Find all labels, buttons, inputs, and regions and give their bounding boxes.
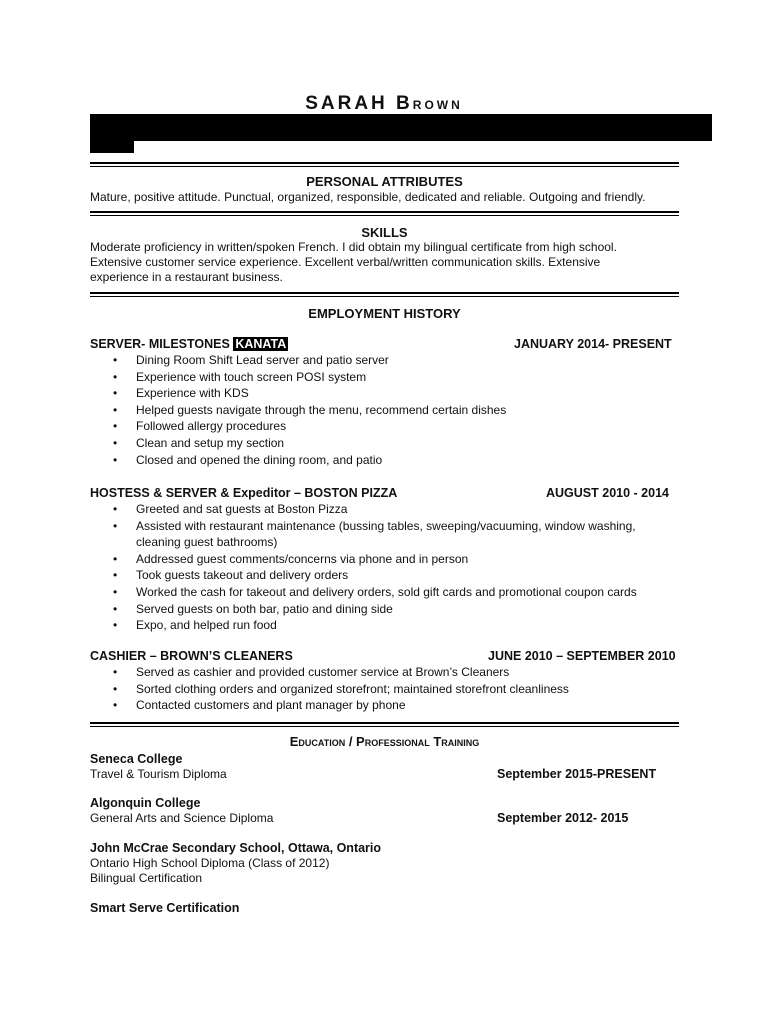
skills-text: [90, 240, 690, 285]
job-title-boston-pizza: HOSTESS & SERVER & Expeditor – BOSTON PIZZA: [90, 486, 398, 500]
list-item: • Assisted with restaurant maintenance (bussing tables, sweeping/vacuuming, window washing, cleaning guest bathrooms): [113, 518, 673, 551]
education-title-sep: /: [345, 734, 357, 749]
list-item: • Served as cashier and provided customer service at Brown’s Cleaners: [113, 664, 673, 681]
list-item: • Expo, and helped run food: [113, 617, 673, 634]
last-name-initial: B: [396, 93, 413, 114]
job-date-milestones: JANUARY 2014- PRESENT: [514, 337, 672, 351]
redacted-contact-bar: [90, 114, 712, 141]
education-title-part2: Professional Training: [356, 734, 480, 749]
edu-date-seneca: September 2015-PRESENT: [497, 767, 657, 781]
section-divider: [90, 722, 679, 727]
personal-attributes-text: Mature, positive attitude. Punctual, organized, responsible, dedicated and reliable. Outgoing and friendly.: [90, 190, 646, 204]
skills-title: SKILLS: [361, 225, 408, 240]
job-date-boston-pizza: AUGUST 2010 - 2014: [546, 486, 669, 500]
education-title-part1: Education: [289, 734, 346, 749]
section-divider: [90, 162, 679, 167]
list-item: • Closed and opened the dining room, and patio: [113, 452, 673, 469]
job-bullets-boston-pizza: [113, 501, 673, 634]
list-item: • Dining Room Shift Lead server and patio server: [113, 352, 673, 369]
section-divider: [90, 211, 679, 216]
last-name-rest: ROWN: [412, 98, 463, 112]
job-bullets-milestones: [113, 352, 673, 468]
education-title: [90, 734, 679, 749]
edu-school-algonquin: Algonquin College: [90, 796, 201, 810]
edu-school-seneca: Seneca College: [90, 752, 183, 766]
list-item: • Served guests on both bar, patio and dining side: [113, 601, 673, 618]
edu-smart-serve: Smart Serve Certification: [90, 901, 240, 915]
list-item: • Worked the cash for takeout and delivery orders, sold gift cards and promotional coupon cards: [113, 584, 673, 601]
list-item: • Took guests takeout and delivery orders: [113, 567, 673, 584]
edu-school-mccrae: John McCrae Secondary School, Ottawa, Ontario: [90, 841, 382, 855]
list-item: • Greeted and sat guests at Boston Pizza: [113, 501, 673, 518]
list-item: • Clean and setup my section: [113, 435, 673, 452]
job-title-browns-cleaners: CASHIER – BROWN’S CLEANERS: [90, 649, 293, 663]
employment-history-title: EMPLOYMENT HISTORY: [308, 306, 461, 321]
job-title-text: SERVER- MILESTONES: [90, 337, 234, 351]
list-item: • Experience with KDS: [113, 385, 673, 402]
skills-line: Extensive customer service experience. Excellent verbal/written communication skills. Extensive: [90, 255, 601, 269]
list-item: • Experience with touch screen POSI system: [113, 369, 673, 386]
personal-attributes-title: PERSONAL ATTRIBUTES: [306, 174, 463, 189]
edu-cert-mccrae: Bilingual Certification: [90, 871, 203, 885]
list-item: • Sorted clothing orders and organized storefront; maintained storefront cleanliness: [113, 681, 673, 698]
resume-name: [0, 93, 768, 115]
list-item: • Addressed guest comments/concerns via phone and in person: [113, 551, 673, 568]
edu-program-algonquin: General Arts and Science Diploma: [90, 811, 274, 825]
list-item: • Helped guests navigate through the menu, recommend certain dishes: [113, 402, 673, 419]
job-title-highlight: KANATA: [235, 337, 287, 351]
job-date-browns-cleaners: JUNE 2010 – SEPTEMBER 2010: [488, 649, 676, 663]
skills-line: Moderate proficiency in written/spoken French. I did obtain my bilingual certificate from high school.: [90, 240, 617, 254]
edu-program-mccrae: Ontario High School Diploma (Class of 2012): [90, 856, 330, 870]
skills-line: experience in a restaurant business.: [90, 270, 283, 284]
section-divider: [90, 292, 679, 297]
edu-date-algonquin: September 2012- 2015: [497, 811, 629, 825]
list-item: • Contacted customers and plant manager by phone: [113, 697, 673, 714]
first-name: SARAH: [305, 93, 388, 114]
redacted-contact-tab: [90, 141, 134, 153]
job-bullets-browns-cleaners: [113, 664, 673, 714]
list-item: • Followed allergy procedures: [113, 418, 673, 435]
job-title-milestones: [90, 337, 288, 351]
edu-program-seneca: Travel & Tourism Diploma: [90, 767, 227, 781]
